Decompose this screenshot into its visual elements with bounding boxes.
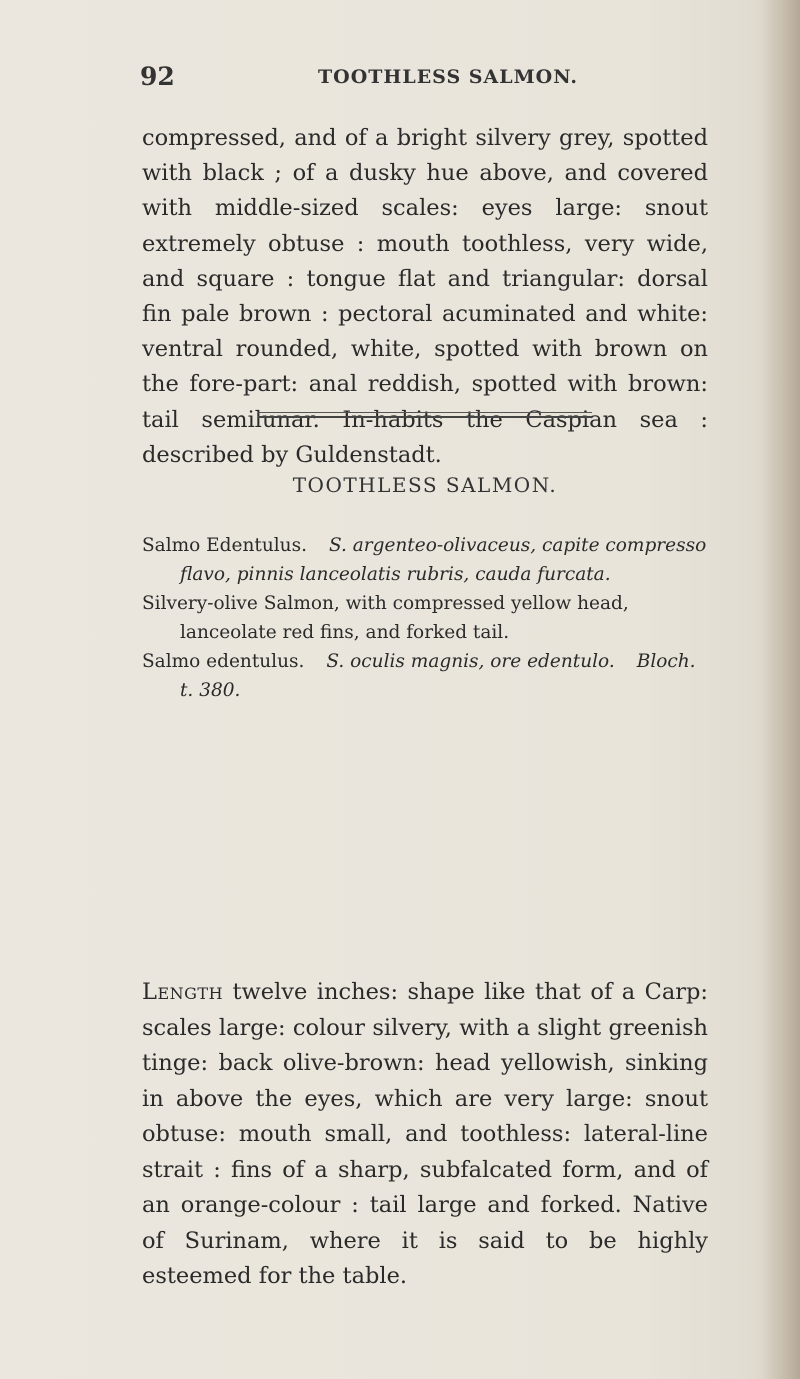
description-text: twelve inches: shape like that of a Carp: scales large: colour silvery, with a slight greenish tinge: back olive-brown: head yellowish, sinking in above the eyes, which are very large: snout obtuse: mouth small, and toothless: lateral-line strait : fins of a sharp, subfalcated form, and of an orange-colour : tail large and forked. Native of Surinam, where it is said to be highly esteemed for the table. bbox=[142, 979, 708, 1289]
species-name-2: Salmo edentulus. bbox=[142, 651, 305, 672]
page-number: 92 bbox=[140, 62, 175, 91]
synonymy-entry-1 bbox=[142, 531, 708, 589]
page-header bbox=[140, 62, 700, 102]
top-paragraph: compressed, and of a bright silvery grey, spotted with black ; of a dusky hue above, and covered with middle-sized scales: eyes large: snout extremely obtuse : mouth toothless, very wide, and square : tongue flat and triangular: dorsal fin pale brown : pectoral acuminated and white: ventral rounded, white, spotted with brown on the fore-part: anal reddish, spotted with brown: tail semilunar. In-habits the Caspian sea : described by Guldenstadt. bbox=[142, 125, 708, 468]
running-head: TOOTHLESS SALMON. bbox=[318, 66, 578, 88]
synonymy-entry-3 bbox=[142, 647, 708, 705]
description-paragraph bbox=[142, 975, 708, 1295]
description-lead: Length bbox=[142, 979, 224, 1005]
section-divider bbox=[258, 412, 592, 418]
species-name: Salmo Edentulus. bbox=[142, 535, 307, 556]
synonymy-block bbox=[142, 531, 708, 705]
bloch-reference: Bloch. t. 380. bbox=[180, 651, 696, 701]
latin-description-2: S. oculis magnis, ore edentulo. bbox=[326, 651, 615, 672]
latin-description: S. argenteo-olivaceus, capite compresso flavo, pinnis lanceolatis rubris, cauda furcata. bbox=[180, 535, 707, 585]
synonymy-entry-2: Silvery-olive Salmon, with compressed yellow head, lanceolate red fins, and forked tail. bbox=[142, 593, 629, 643]
section-title: TOOTHLESS SALMON. bbox=[292, 473, 558, 497]
page-edge-shadow bbox=[762, 0, 800, 1379]
